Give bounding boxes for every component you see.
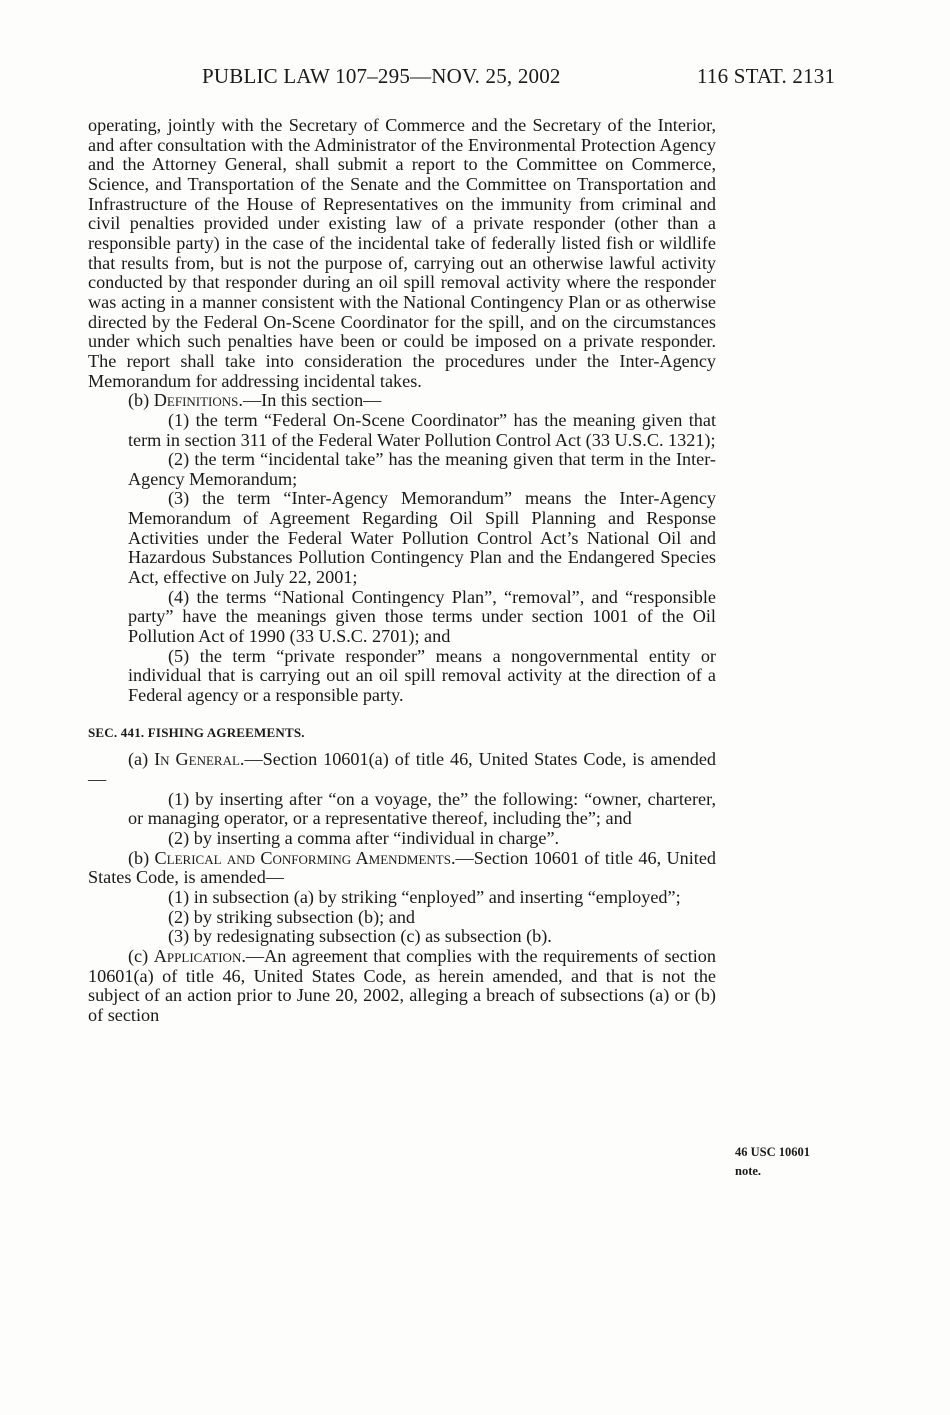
subsection-a-text: .—Section 10601(a) of title 46, United States Code, is amended— — [88, 749, 716, 789]
subsection-c-text: .—An agreement that complies with the requirements of section 10601(a) of title 46, United States Code, as herein amended, and that is not the subject of an action prior to June 20, 2002, alleging a breach of subsections (a) or (b) of section — [88, 945, 716, 1025]
subsection-b-label: Clerical and Conforming Amendments — [154, 847, 451, 868]
amendment-item: (2) by striking subsection (b); and — [168, 906, 416, 927]
subsection-b-prefix: (b) — [128, 847, 155, 868]
margin-note-suffix: note. — [735, 1164, 762, 1178]
amendment-item: (2) by inserting a comma after “individual in charge”. — [168, 827, 560, 848]
subsection-c — [88, 947, 716, 1026]
definitions-label: Definitions — [153, 390, 239, 411]
amendment-item: (1) by inserting after “on a voyage, the” the following: “owner, charterer, or managing operator, or a representative thereof, including the”; and — [128, 788, 716, 829]
subsection-c-prefix: (c) — [128, 945, 154, 966]
subsection-b-text: .—Section 10601 of title 46, United States Code, is amended— — [88, 847, 716, 888]
definitions-lead-text: .—In this section— — [238, 390, 382, 411]
margin-note — [735, 1143, 845, 1181]
amendment-item: (3) by redesignating subsection (c) as subsection (b). — [168, 926, 552, 947]
margin-note-citation: 46 USC 10601 — [735, 1145, 811, 1159]
subsection-c-label: Application — [153, 945, 242, 966]
intro-paragraph: operating, jointly with the Secretary of Commerce and the Secretary of the Interior, and after consultation with the Administrator of the Environmental Protection Agency and the Attorney General, shall submit a report to the Committee on Commerce, Science, and Transportation of the Senate and the Committee on Transportation and Infrastructure of the House of Representatives on the immunity from criminal and civil penalties provided under existing law of a private responder (other than a responsible party) in the case of the incidental take of federally listed fish or wildlife that results from, but is not the purpose of, carrying out an otherwise lawful activity conducted by that responder during an oil spill removal activity where the responder was acting in a manner consistent with the National Contingency Plan or as otherwise directed by the Federal On-Scene Coordinator for the spill, and on the circumstances under which such penalties have been or could be imposed on a private responder. The report shall take into consideration the procedures under the Inter-Agency Memorandum for addressing incidental takes. — [88, 115, 716, 391]
subsection-b — [88, 849, 716, 888]
definitions-lead — [88, 391, 716, 411]
statute-page-number: 116 STAT. 2131 — [697, 64, 836, 88]
subsection-a-prefix: (a) — [128, 749, 155, 770]
body-text — [88, 116, 716, 1026]
subsection-a-label: In General — [154, 749, 240, 770]
definition-item: (2) the term “incidental take” has the meaning given that term in the Inter-Agency Memorandum; — [128, 449, 716, 489]
definitions-prefix: (b) — [128, 390, 154, 411]
section-heading: SEC. 441. FISHING AGREEMENTS. — [88, 724, 305, 740]
definition-item: (1) the term “Federal On-Scene Coordinator” has the meaning given that term in section 311 of the Federal Water Pollution Control Act (33 U.S.C. 1321); — [128, 409, 716, 450]
subsection-a — [88, 750, 716, 789]
definition-item: (5) the term “private responder” means a nongovernmental entity or individual that is carrying out an oil spill removal activity at the direction of a Federal agency or a responsible party. — [128, 645, 716, 706]
definition-item: (3) the term “Inter-Agency Memorandum” means the Inter-Agency Memorandum of Agreement Regarding Oil Spill Planning and Response Activities under the Federal Water Pollution Control Act’s National Oil and Hazardous Substances Pollution Contingency Plan and the Endangered Species Act, effective on July 22, 2001; — [128, 488, 716, 588]
page-header — [0, 64, 950, 94]
definition-item: (4) the terms “National Contingency Plan”, “removal”, and “responsible party” have the meanings given those terms under section 1001 of the Oil Pollution Act of 1990 (33 U.S.C. 2701); and — [128, 586, 716, 647]
running-head-title: PUBLIC LAW 107–295—NOV. 25, 2002 — [202, 64, 561, 88]
amendment-item: (1) in subsection (a) by striking “enployed” and inserting “employed”; — [168, 886, 681, 907]
